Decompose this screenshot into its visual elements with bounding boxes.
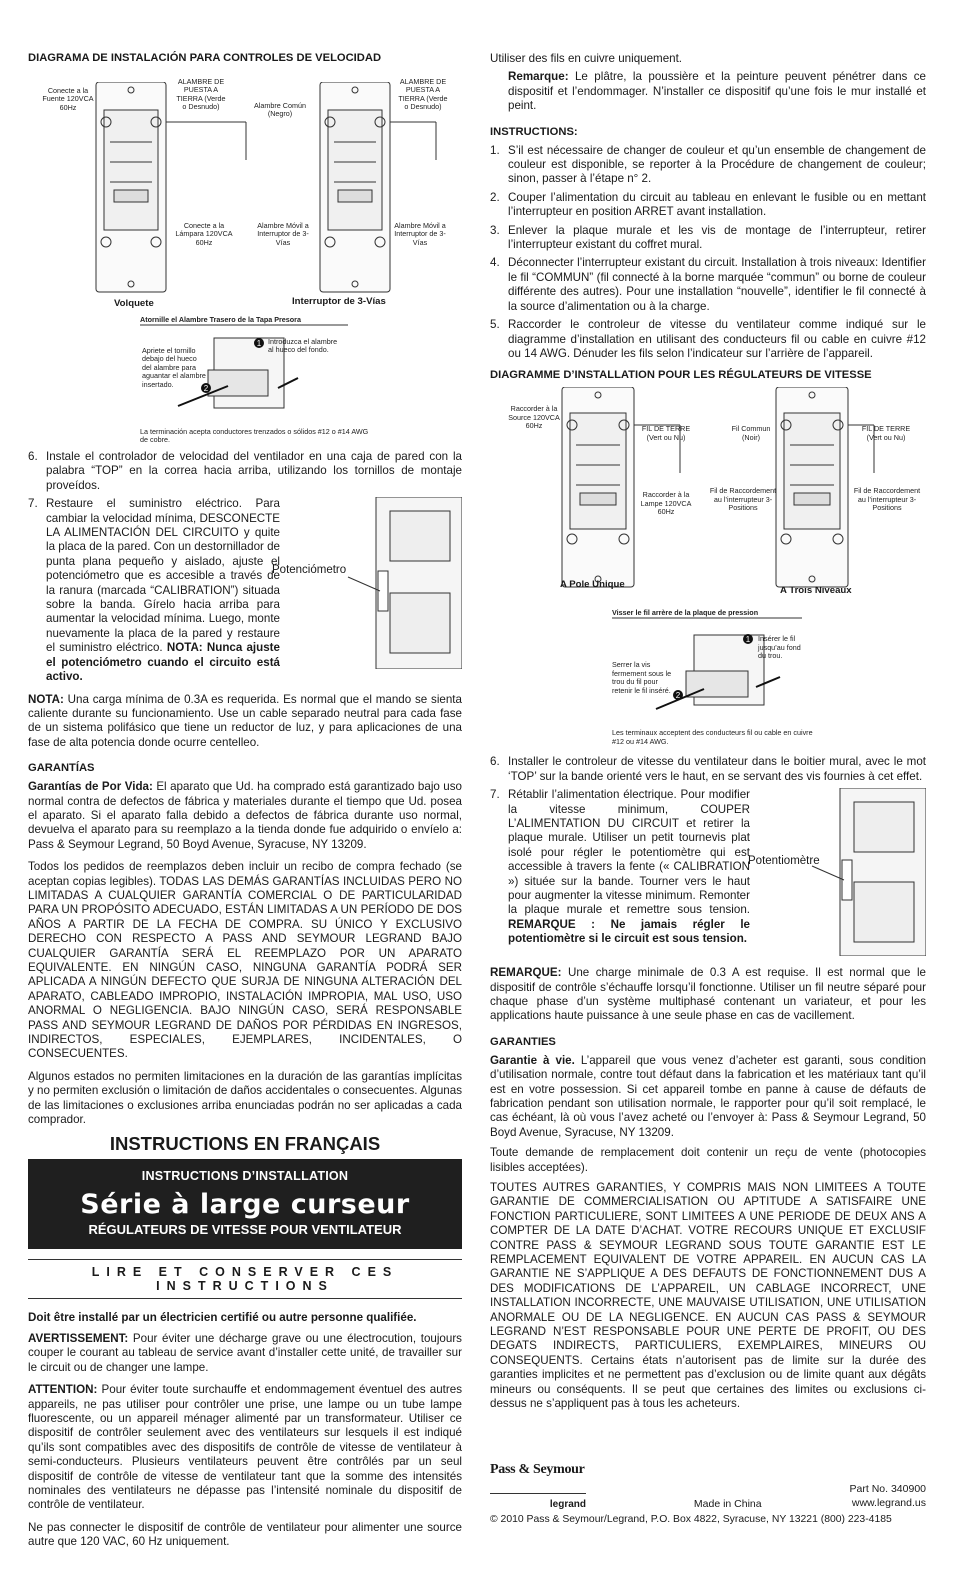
- instructions-title: INSTRUCTIONS:: [490, 125, 578, 138]
- label-tierra-1: ALAMBRE DE PUESTA A TIERRA (Verde o Desnudo): [176, 77, 226, 112]
- garantias-title: GARANTÍAS: [28, 762, 95, 775]
- label-alambre-comun: Alambre Común (Negro): [254, 101, 306, 119]
- backwire-diagram-fr: [490, 609, 926, 745]
- label-terminaux: Les terminaux acceptent des conducteurs fil ou cable en cuivre #12 ou #14 AWG.: [612, 728, 813, 746]
- label-movil-2: Alambre Móvil a Interruptor de 3-Vías: [394, 221, 446, 247]
- label-fil-terre-1: FIL DE TERRE (Vert ou Nu): [641, 424, 691, 442]
- label-raccorder-lampe: Raccorder à la Lampe 120VCA 60Hz: [640, 490, 692, 517]
- step-es-7: 7. Potenciómetro Restaure el suministro eléctrico. Para cambiar la velocidad mínima, DESCONECTE LA ALIMENTACIÓN DEL CIRCUITO y quite la placa de la pared. Con un destornillador de punta plana pequeño y aislado, ajuste el potenciómetro que es accesible a través de la ranura (marcada “CALIBRATION”) situada sobre la banda. Gírelo hacia arriba para aumentar la velocidad mínima. Luego, monte nuevamente la placa de la pared y restaure el suministro eléctrico. NOTA: Nunca ajuste el potenciómetro cuando el circuito está activo.: [28, 497, 462, 684]
- right-column: [490, 52, 926, 1412]
- label-introduzca: Introduzca el alambre al hueco del fondo.: [268, 337, 338, 355]
- step-fr-2: 2. Couper l’alimentation du circuit au tableau en enlevant le fusible ou en mettant l’interrupteur en position ARRET avant installation.: [490, 190, 926, 219]
- garantias-p1: Garantías de Por Vida: El aparato que Ud. ha comprado está garantizado bajo uso normal contra de defectos de fábrica y materiales durante el tiempo que Ud. posea el aparato. Si el aparato falla debido a defectos de fábrica durante uso normal, devuelva el aparato para su reemplazo a la tienda donde fue adquirido o envíelo a: Pass & Seymour Legrand, 50 Boyd Avenue, Syracuse, NY 13209.: [28, 780, 462, 851]
- label-conecte-lampara: Conecte a la Lámpara 120VCA 60Hz: [175, 221, 233, 247]
- label-movil-1: Alambre Móvil a Interruptor de 3-Vías: [257, 221, 309, 247]
- footer-row: [490, 1482, 926, 1510]
- fr-title: INSTRUCTIONS EN FRANÇAIS: [109, 1133, 381, 1155]
- label-volquete: Volquete: [114, 298, 154, 309]
- garantias-p2: Todos los pedidos de reemplazos deben incluir un recibo de compra fechado (se aceptan copias legibles). TODAS LAS DEMÁS GARANTÍAS INCLUIDAS PERO NO LIMITADAS A CUALQUIER GARANTÍA COMERCIAL O DE PARTICULARIDAD PARA UN PROPÓSITO ADECUADO, ESTÁN LIMITADAS A UN PERÍODO DE DOS AÑOS A PARTIR DE LA FECHA DE COMPRA. SU ÚNICO Y EXCLUSIVO DERECHO CON RESPECTO A PASS AND SEYMOUR LEGRAND BAJO CUALQUIER GARANTÍA SERÁ EL REEMPLAZO POR UN APARATO EQUIVALENTE. EN NINGÚN CASO, NINGUNA GARANTÍA PODRÁ SER APLICADA A NINGÚN DEFECTO QUE SURJA DE NINGUNA ALTERACIÓN DEL APARATO, CABLEADO IMPROPIO, INSTALACIÓN IMPROPIA, MAL USO, USO ANORMAL O NEGLIGENCIA. BAJO NINGÚN CASO, SERÁ RESPONSABLE PASS AND SEYMOUR LEGRAND DE DAÑOS POR PÉRDIDAS EN INGRESOS, INDIRECTOS, ESPECIALES, EJEMPLARES, INCIDENTALES, O CONSECUENTES.: [28, 860, 462, 1061]
- step-fr-6: 6. Installer le controleur de vitesse du ventilateur dans le boitier mural, avec le mot ‘TOP’ sur la bande orienté vers le haut, en se servant des vis fournies à cet effet.: [490, 755, 926, 783]
- potentiometre-figure: [748, 788, 926, 956]
- cuivre-text: Utiliser des fils en cuivre uniquement.: [490, 52, 683, 65]
- legrand-logo: [490, 1493, 586, 1510]
- label-visser: Visser le fil arrère de la plaque de pression: [612, 608, 759, 618]
- avertissement: AVERTISSEMENT: Pour éviter une décharge grave ou une électrocution, toujours couper le courant au tableau de service avant d’installer cette unité, de travailler sur le circuit ou de changer une lampe.: [28, 1331, 462, 1374]
- garantias-p3: Algunos estados no permiten limitaciones en la duración de las garantías implícitas y no permiten exclusión o limitación de daños accidentales o consecuentes. Algunas de las limitaciones o exclusiones arriba enunciadas podrán no ser aplicadas a cada comprador.: [28, 1069, 462, 1127]
- svg-text:1: 1: [745, 635, 751, 645]
- legrand-mark: legrand: [549, 1499, 586, 1510]
- backwire-fr-graphic: [490, 609, 926, 745]
- steps-fr: [490, 144, 926, 362]
- copyright: © 2010 Pass & Seymour/Legrand, P.O. Box 4822, Syracuse, NY 13221 (800) 223-4185: [490, 1514, 892, 1525]
- step-fr-1: 1. S’il est nécessaire de changer de couleur et qu’un ensemble de changement de couleur est disponible, se reporter à la Procédure de changement de couleur; sinon, passer à l’étape n° 2.: [490, 143, 926, 186]
- step-es-6: 6. Instale el controlador de velocidad del ventilador en una caja de pared con la palabra “TOP” en la correa hacia arriba, utilizando los tornillos de montaje proveídos.: [28, 450, 462, 492]
- part-no: Part No. 340900: [849, 1483, 926, 1495]
- label-fil-terre-2: FIL DE TERRE (Vert ou Nu): [861, 424, 911, 442]
- svg-text:2: 2: [675, 691, 681, 701]
- garanties-title: GARANTIES: [490, 1035, 556, 1048]
- brand-logo: Pass & Seymour: [490, 1462, 585, 1477]
- step-fr-7: 7. Potentiomètre Rétablir l’alimentation électrique. Pour modifier la vitesse minimum, COUPER L’ALIMENTATION DU CIRCUIT et retirer la plaque murale. Utiliser un petit tournevis plat isolé pour régler le potentiomètre qui est accessible à travers la fente (« CALIBRATION ») située sur la bande. Tourner vers le haut pour augmenter la vitesse minimum. Remonter la plaque murale et remettre sous tension. REMARQUE : Ne jamais régler le potentiomètre si le circuit est sous tension.: [490, 788, 926, 960]
- garantie-p3: TOUTES AUTRES GARANTIES, Y COMPRIS MAIS NON LIMITEES A TOUTE GARANTIE DE COMMERCIALISATION OU APTITUDE A SATISFAIRE UNE FONCTION PARTICULIERE, SONT LIMITEES A UNE PERIODE DE DEUX ANS A COMPTER DE LA DATE D’ACHAT. VOTRE RECOURS UNIQUE ET EXCLUSIF CONTRE PASS & SEYMOUR LEGRAND SOUS TOUTE GARANTIE EST LE REMPLACEMENT EQUIVALENT DE VOTRE APPAREIL. EN AUCUN CAS LA GARANTIE NE S’APPLIQUE A DES DEFAUTS DE FONCTIONNEMENT DUS A DES MODIFICATIONS DE L’APPAREIL, UN CABLAGE INCORRECT, UNE INSTALLATION INCORRECTE, UNE MAUVAISE UTILISATION, UNE UTILISATION ANORMALE OU DE LA NEGLIGENCE. EN AUCUN CAS PASS & SEYMOUR LEGRAND N’EST RESPONSABLE POUR UNE PERTE DE PROFIT, OU DES DEGATS INDIRECTS, PARTICULIERS, EXEMPLAIRES, MINEURS OU CONSEQUENTS. Certains états n’autorisent pas de limite sur la durée des garanties implicites et ne permettent pas d’exclusion ou de limite quant aux dégâts mineurs ou conséquents. Il se peut que certaines des limites ou exclusions ci-dessus ne s’appliquent pas à tous les acheteurs.: [490, 1181, 926, 1411]
- label-inserer: Insérer le fil jusqu’au fond du trou.: [758, 634, 801, 661]
- potentiometre-graphic: [756, 788, 926, 956]
- label-interruptor-3vias: Interruptor de 3-Vías: [292, 296, 386, 307]
- svg-text:1: 1: [256, 339, 262, 348]
- label-pole-unique: A Pole Unique: [560, 579, 625, 591]
- label-raccorder-source: Raccorder à la Source 120VCA 60Hz: [508, 404, 560, 431]
- garantie-p2: Toute demande de remplacement doit contenir un reçu de vente (photocopies lisibles acceptées).: [490, 1146, 926, 1174]
- footer: [490, 1462, 926, 1525]
- label-potenciometro: Potenciómetro: [272, 564, 347, 577]
- label-apriete: Apriete el tornillo debajo del hueco del alambre para aguantar el alambre insertado.: [142, 346, 206, 389]
- label-atornille: Atornille el Alambre Trasero de la Tapa Presora: [140, 315, 301, 324]
- diagram-es-title: DIAGRAMA DE INSTALACIÓN PARA CONTROLES DE VELOCIDAD: [28, 52, 382, 64]
- ne-pas: Ne pas connecter le dispositif de contrôle de ventilateur pour alimenter une source autre que 120 VAC, 60 Hz uniquement.: [28, 1520, 462, 1549]
- backwire-diagram-es: [28, 316, 462, 444]
- banner-line3: RÉGULATEURS DE VITESSE POUR VENTILATEUR: [88, 1222, 402, 1238]
- wiring-diagram-es: [28, 77, 462, 310]
- wiring-diagram-es-graphic: [28, 82, 462, 310]
- label-serrer: Serrer la vis fermement sous le trou du fil pour retenir le fil inséré.: [612, 660, 672, 695]
- label-terminacion: La terminación acepta conductores trenzados o sólidos #12 o #14 AWG de cobre.: [140, 427, 369, 445]
- label-fil-raccord-1: Fil de Raccordement au l’interrupteur 3-Positions: [709, 486, 777, 513]
- label-conecte-fuente: Conecte a la Fuente 120VCA 60Hz: [42, 86, 94, 112]
- part-info: [850, 1482, 926, 1510]
- left-column: [28, 52, 462, 1550]
- attention: ATTENTION: Pour éviter toute surchauffe et endommagement éventuel des autres appareils, ne pas utiliser pour contrôler une prise, une lampe ou un tube lampe fluorescente, ou un appareil ménager alimenté par un transformateur. Utiliser ce dispositif de contrôler seulement avec des ventilateurs sur lesquels il est indiqué qu’ils sont compatibles avec des dispositifs de contrôle de vitesse de ventilateur à semi-conducteurs. Plusieurs ventilateurs peuvent être contrôlés par un seul dispositif de contrôle de vitesse de ventilateur tant que la somme des intensités nominales des ventilateurs ne dépasse pas l’intensité nominale du dispositif de contrôle de ventilateur.: [28, 1383, 462, 1512]
- lire-banner: LIRE ET CONSERVER CES INSTRUCTIONS: [28, 1259, 462, 1299]
- remarque-1: Remarque: Le plâtre, la poussière et la peinture peuvent pénétrer dans ce dispositif et l’endommager. N’installer ce dispositif qu’une fois le mur installé et peint.: [508, 70, 926, 113]
- nota-es: NOTA: Una carga mínima de 0.3A es requerida. Es normal que el mando se sienta caliente durante su funcionamiento. Use un cable separado neutral para cada fase de un sistema polifásico que tiene un reductor de luz, y para aplicaciones de una fase de alta potencia donde ocurre centelleo.: [28, 692, 462, 749]
- doit-text: Doit être installé par un électricien certifié ou autre personne qualifiée.: [28, 1311, 417, 1325]
- step-fr-5: 5. Raccorder le controleur de vitesse du ventilateur comme indiqué sur le diagramme d’installation en utilisant des conducteurs fil ou cable en cuivre #12 ou 14 AWG. Dénuder les fils selon l’indicateur sur l’arrière de l’appareil.: [490, 318, 926, 360]
- label-fil-commun: Fil Commun (Noir): [731, 424, 771, 442]
- steps-fr-b: [490, 755, 926, 960]
- garantie-p1: Garantie à vie. L’appareil que vous venez d’acheter est garanti, sous condition d’utilisation normale, contre tout défaut dans la fabrication et les matériaux tant qu’il est en votre possession. Si cet appareil tombe en panne à cause de défauts de fabrication pendant son utilisation normale, le rapporter pour qu’il soit remplacé, le cas échéant, là où vous l’avez acheté ou l’envoyer à: Pass & Seymour Legrand, 50 Boyd Avenue, Syracuse, NY 13209.: [490, 1053, 926, 1139]
- label-trois-niveaux: A Trois Niveaux: [780, 585, 852, 597]
- potenciometro-graphic: [286, 497, 462, 669]
- remarque-2: REMARQUE: Une charge minimale de 0.3 A est requise. Il est normal que le dispositif de contrôle s’échauffe lorsqu’il fonctionne. Utiliser un fil neutre séparé pour chaque phase d’un système multiphasé contenant un variateur, et pour les applications haute puissance à une seule phase en cas de vacillement.: [490, 966, 926, 1023]
- website: www.legrand.us: [851, 1497, 926, 1509]
- steps-es: [28, 450, 462, 685]
- product-banner: [28, 1159, 462, 1249]
- banner-line2: Série à large curseur: [80, 1189, 410, 1221]
- banner-line1: INSTRUCTIONS D’INSTALLATION: [141, 1169, 349, 1184]
- step-fr-4: 4. Déconnecter l’interrupteur existant du circuit. Installation à trois niveaux: Identifier le fil “COMMUN” (fil connecté à la borne marquée “commun” ou borne de couleur différente des autres). Pour une installation “nouvelle”, identifier le fil connecté à la source d’alimentation ou à la charge.: [490, 256, 926, 313]
- backwire-graphic: [28, 316, 462, 444]
- label-tierra-2: ALAMBRE DE PUESTA A TIERRA (Verde o Desnudo): [398, 77, 448, 112]
- label-potentiometre: Potentiomètre: [748, 855, 820, 868]
- made-in: Made in China: [693, 1498, 762, 1510]
- potenciometro-figure: [272, 497, 462, 669]
- svg-text:2: 2: [203, 384, 209, 393]
- step-fr-3: 3. Enlever la plaque murale et les vis de montage de l’interrupteur, retirer l’interrupteur existant du coffret mural.: [490, 223, 926, 252]
- diagram-fr-title: DIAGRAMME D’INSTALLATION POUR LES RÉGULATEURS DE VITESSE: [490, 369, 872, 382]
- label-fil-raccord-2: Fil de Raccordement au l’interrupteur 3-Positions: [853, 486, 921, 513]
- wiring-diagram-fr: [490, 387, 926, 607]
